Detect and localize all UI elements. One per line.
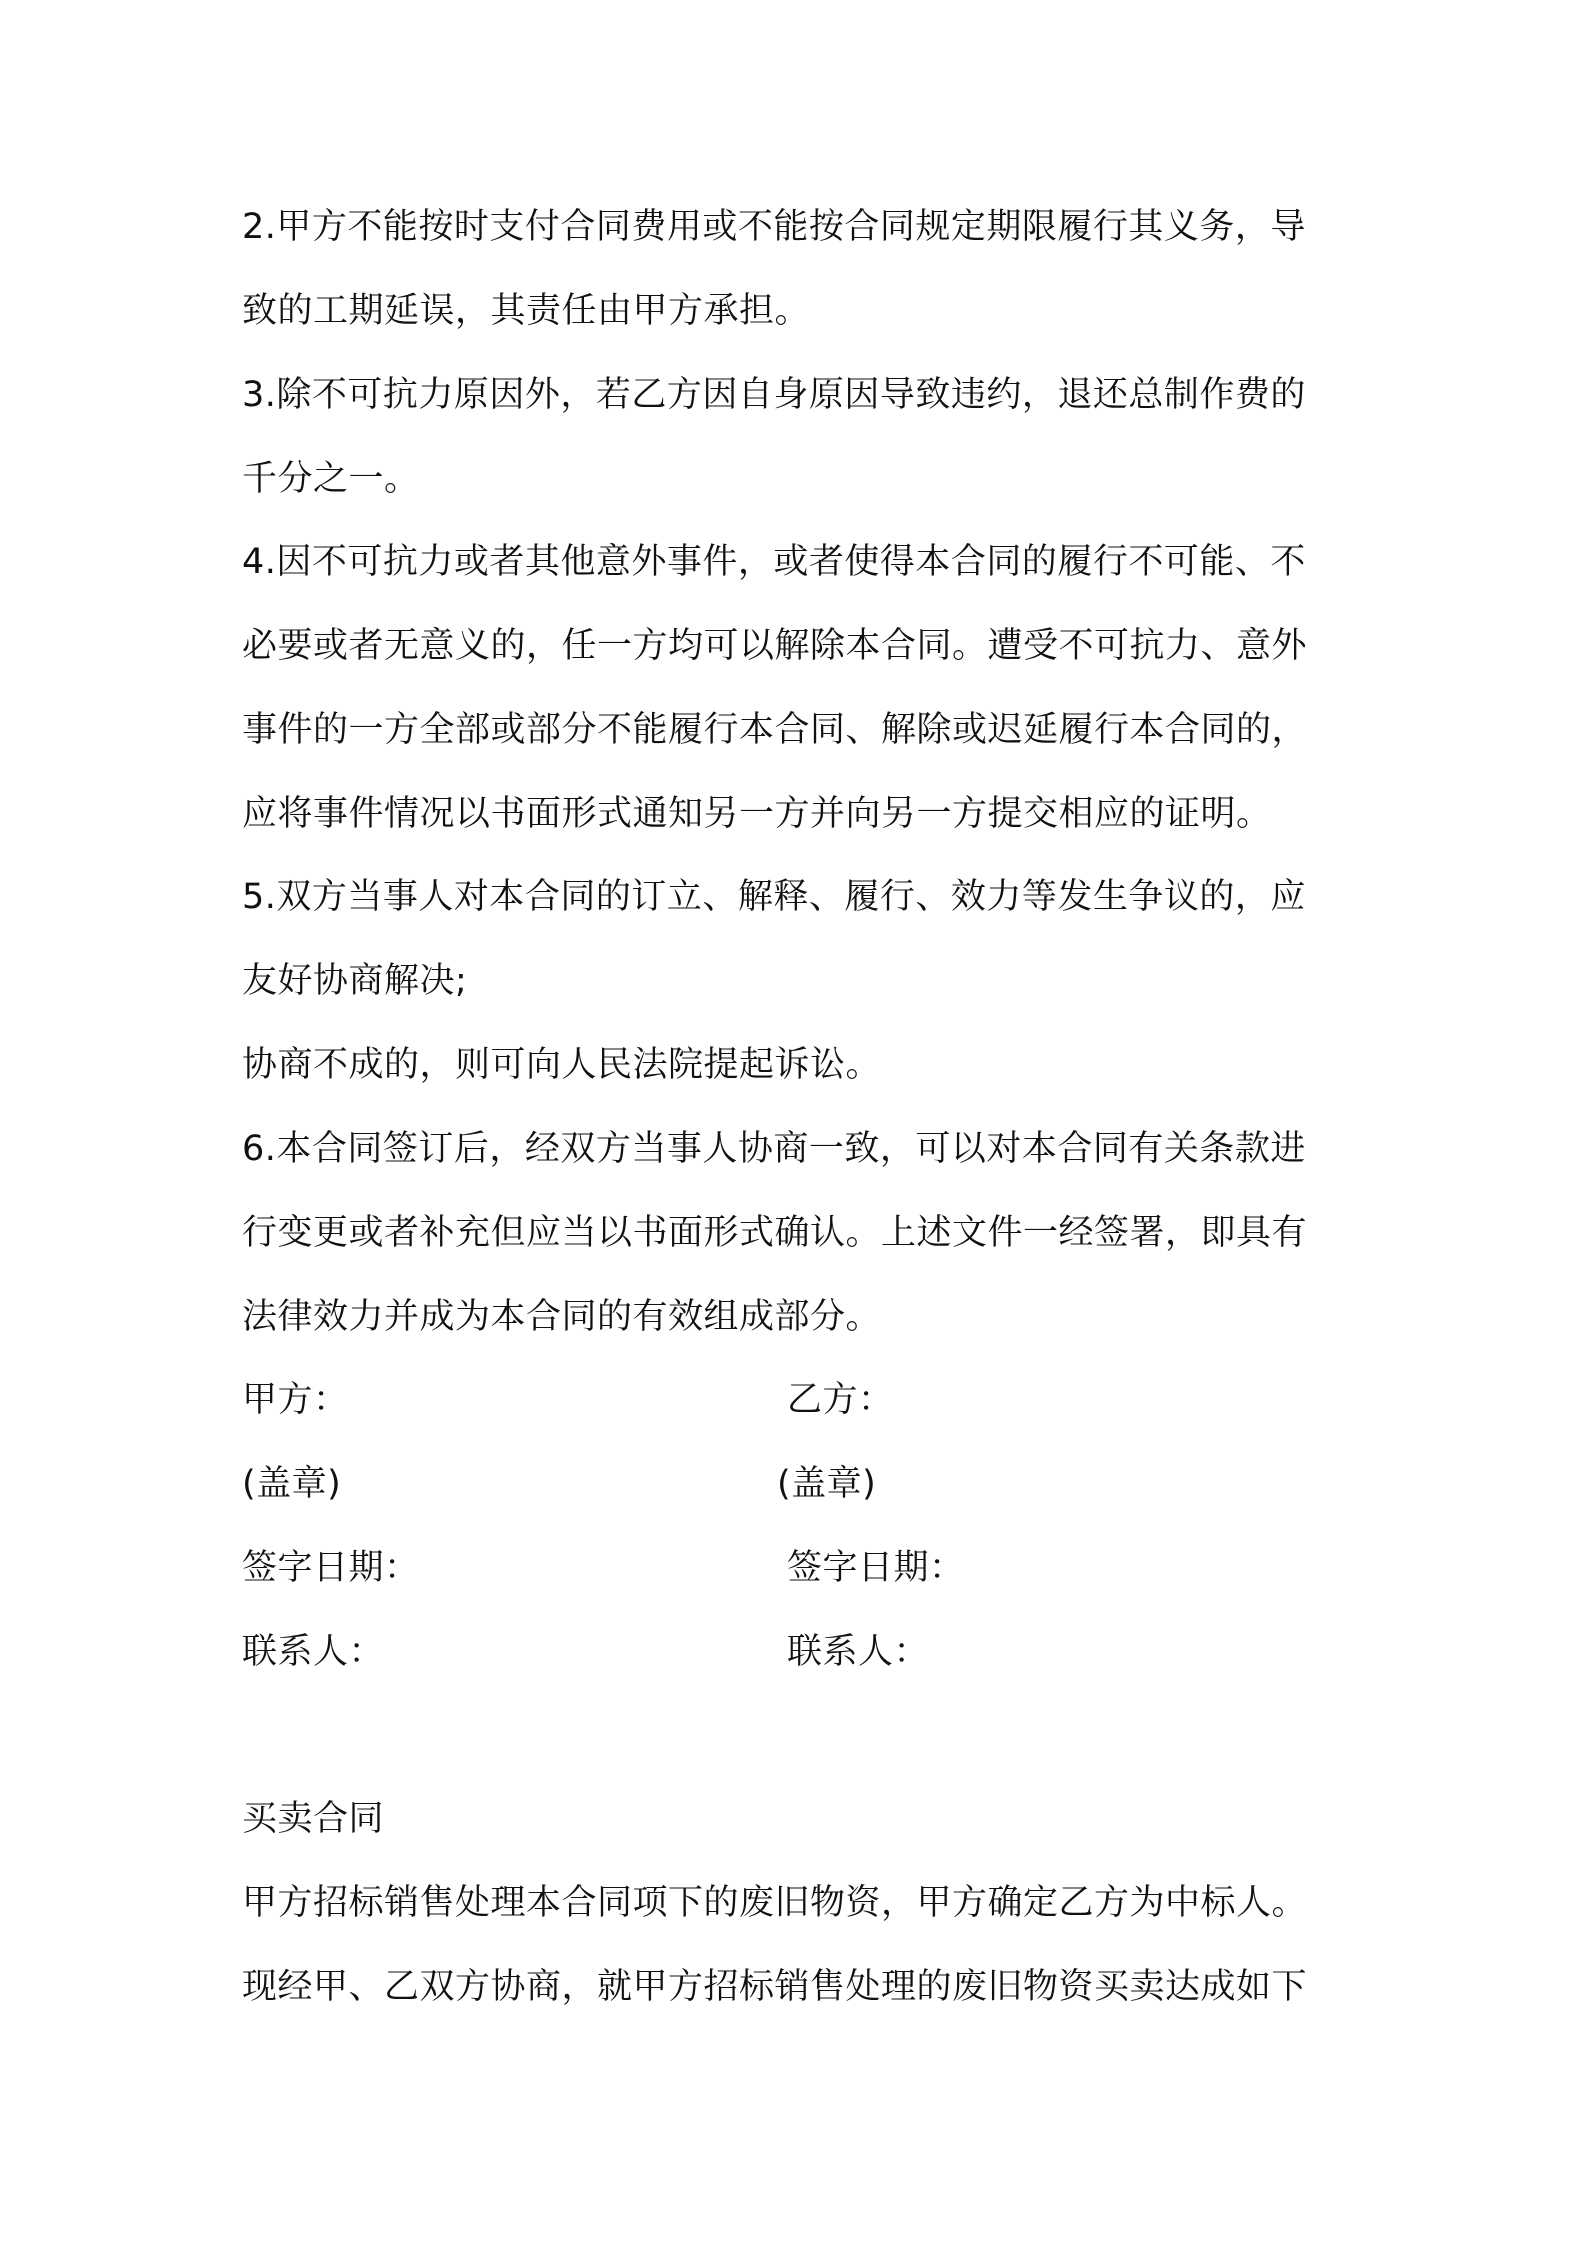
clause-5-line-3: 协商不成的，则可向人民法院提起诉讼。 bbox=[242, 1045, 882, 1085]
contract-paragraph-2: 现经甲、乙双方协商，就甲方招标销售处理的废旧物资买卖达成如下 bbox=[242, 1967, 1308, 2007]
clause-3-line-1: 3.除不可抗力原因外，若乙方因自身原因导致违约，退还总制作费的 bbox=[242, 375, 1306, 415]
clause-2-line-2: 致的工期延误，其责任由甲方承担。 bbox=[242, 291, 811, 331]
clause-4-line-4: 应将事件情况以书面形式通知另一方并向另一方提交相应的证明。 bbox=[242, 794, 1272, 834]
clause-4-line-1: 4.因不可抗力或者其他意外事件，或者使得本合同的履行不可能、不 bbox=[242, 542, 1306, 582]
contract-paragraph-1: 甲方招标销售处理本合同项下的废旧物资，甲方确定乙方为中标人。 bbox=[242, 1883, 1308, 1923]
date-b-label: 签字日期： bbox=[787, 1548, 965, 1588]
clause-6-line-2: 行变更或者补充但应当以书面形式确认。上述文件一经签署，即具有 bbox=[242, 1213, 1308, 1253]
contract-title: 买卖合同 bbox=[242, 1799, 385, 1839]
clause-5-line-2: 友好协商解决; bbox=[242, 961, 468, 1001]
contact-b-label: 联系人： bbox=[787, 1632, 930, 1672]
contact-a-label: 联系人： bbox=[242, 1632, 385, 1672]
clause-6-line-3: 法律效力并成为本合同的有效组成部分。 bbox=[242, 1297, 882, 1337]
party-b-label: 乙方： bbox=[787, 1380, 894, 1420]
clause-6-line-1: 6.本合同签订后，经双方当事人协商一致，可以对本合同有关条款进 bbox=[242, 1129, 1306, 1169]
clause-5-line-1: 5.双方当事人对本合同的订立、解释、履行、效力等发生争议的，应 bbox=[242, 877, 1306, 917]
seal-b-label: (盖章) bbox=[777, 1464, 877, 1504]
seal-a-label: (盖章) bbox=[242, 1464, 342, 1504]
clause-4-line-3: 事件的一方全部或部分不能履行本合同、解除或迟延履行本合同的， bbox=[242, 710, 1308, 750]
clause-3-line-2: 千分之一。 bbox=[242, 459, 420, 499]
party-a-label: 甲方： bbox=[242, 1380, 349, 1420]
clause-4-line-2: 必要或者无意义的，任一方均可以解除本合同。遭受不可抗力、意外 bbox=[242, 626, 1308, 666]
date-a-label: 签字日期： bbox=[242, 1548, 420, 1588]
clause-2-line-1: 2.甲方不能按时支付合同费用或不能按合同规定期限履行其义务，导 bbox=[242, 207, 1306, 247]
